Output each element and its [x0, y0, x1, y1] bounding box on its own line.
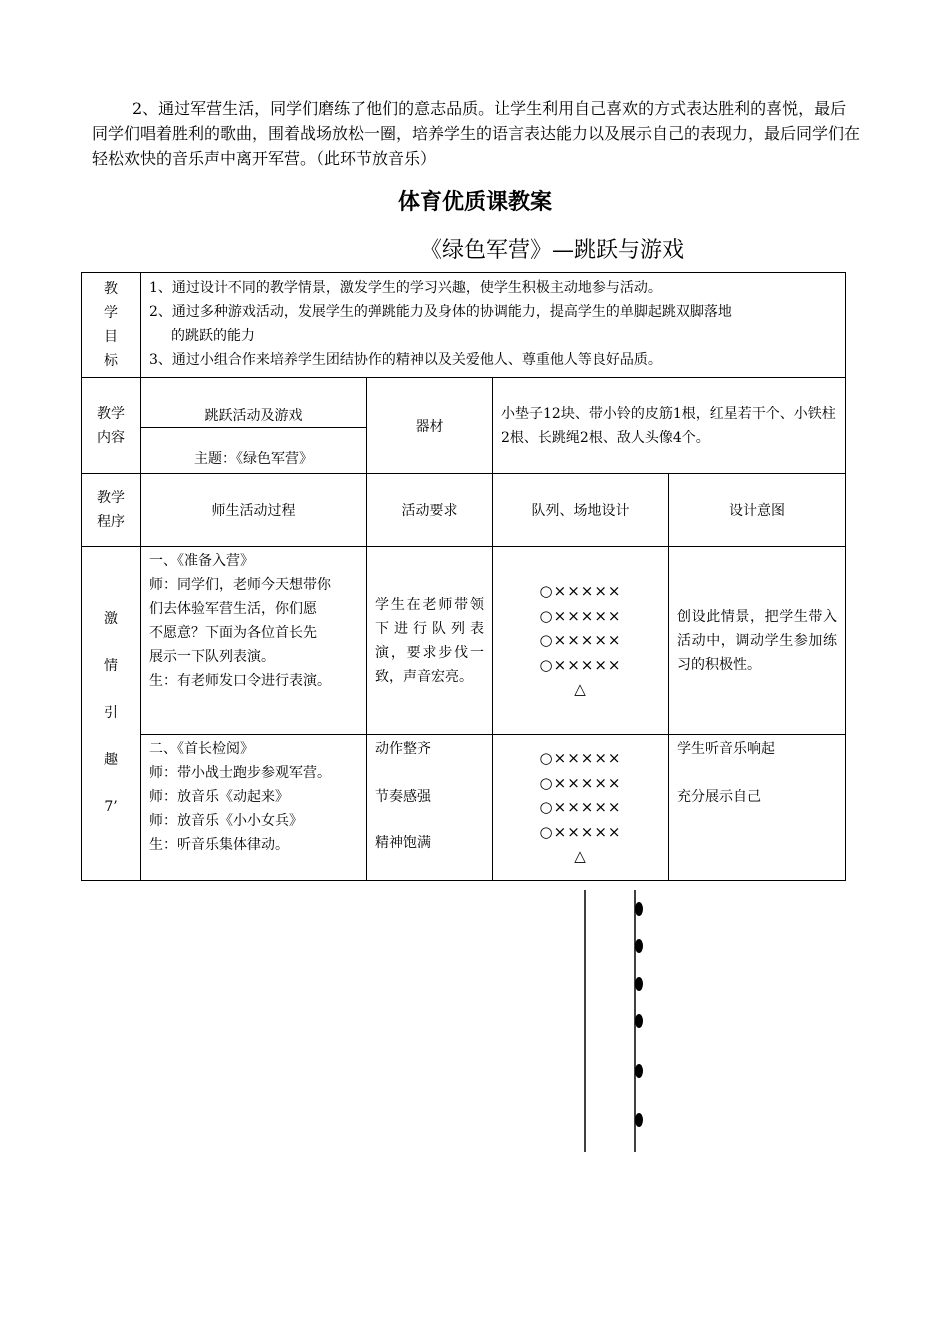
marker-dot — [635, 1014, 643, 1028]
process-header: 师生活动过程 — [141, 474, 367, 547]
document-title: 体育优质课教案 — [397, 190, 552, 215]
marker-dot — [635, 1113, 643, 1127]
marker-dot — [635, 939, 643, 953]
intent-cell: 创设此情景，把学生带入活动中，调动学生参加练习的积极性。 — [669, 547, 846, 735]
goal-item: 3、通过小组合作来培养学生团结协作的精神以及关爱他人、尊重他人等良好品质。 — [149, 352, 662, 368]
label-line: 内容 — [97, 429, 125, 446]
formation-line: ○××××× — [539, 822, 622, 841]
marker-dot — [635, 902, 643, 916]
label-char: 目 — [104, 329, 118, 345]
intent-line: 学生听音乐响起 — [677, 741, 775, 757]
label-line: 教学 — [97, 490, 125, 506]
process-line: 一、《准备入营》 — [149, 553, 254, 569]
formation-line: ○××××× — [539, 655, 622, 674]
process-line: 展示一下队列表演。 — [149, 649, 275, 665]
process-line: 二、《首长检阅》 — [149, 741, 254, 757]
teacher-marker: △ — [574, 680, 587, 699]
equipment-list: 小垫子12块、带小铃的皮筋1根，红星若干个、小铁柱2根、长跳绳2根、敌人头像4个。 — [493, 378, 846, 474]
formation-line: ○××××× — [539, 773, 622, 792]
marker-dot — [635, 977, 643, 991]
formation-line: ○××××× — [539, 606, 622, 625]
theme-name: 主题：《绿色军营》 — [194, 451, 313, 467]
requirement-line: 精神饱满 — [375, 835, 431, 851]
label-line: 程序 — [97, 514, 125, 530]
label-line: 教学 — [97, 405, 125, 422]
label-char: 情 — [104, 658, 118, 674]
intent-line: 充分展示自己 — [677, 789, 761, 805]
label-char: 标 — [104, 353, 118, 369]
formation-line: ○××××× — [539, 631, 622, 650]
process-line: 生：有老师发口令进行表演。 — [149, 673, 331, 689]
teacher-marker: △ — [574, 847, 587, 866]
marker-dot — [635, 1064, 643, 1078]
label-char: 学 — [104, 305, 118, 321]
label-char: 7’ — [104, 799, 118, 815]
label-char: 引 — [104, 705, 118, 721]
formation-line: ○××××× — [539, 749, 622, 768]
goal-item: 的跳跃的能力 — [171, 328, 255, 344]
intro-text: 2、通过军营生活，同学们磨练了他们的意志品质。让学生利用自己喜欢的方式表达胜利的喜悦，最后同学们唱着胜利的歌曲，围着战场放松一圈，培养学生的语言表达能力以及展示自己的表现力，最后同学们在轻松欢快的音乐声中离开军营。（此环节放音乐） — [92, 99, 861, 168]
label-char: 激 — [104, 611, 118, 627]
process-line: 师：放音乐《动起来》 — [149, 789, 289, 805]
process-line: 不愿意？下面为各位首长先 — [149, 625, 317, 641]
process-line: 生：听音乐集体律动。 — [149, 837, 289, 853]
equipment-label: 器材 — [367, 378, 493, 474]
requirements-header: 活动要求 — [367, 474, 493, 547]
requirement-line: 节奏感强 — [375, 789, 431, 805]
requirements-cell: 学生在老师带领下进行队列表演，要求步伐一致，声音宏亮。 — [367, 547, 493, 735]
process-line: 们去体验军营生活，你们愿 — [149, 601, 317, 617]
process-line: 师：放音乐《小小女兵》 — [149, 813, 303, 829]
label-char: 教 — [104, 281, 118, 297]
goal-item: 2、通过多种游戏活动，发展学生的弹跳能力及身体的协调能力，提高学生的单脚起跳双脚落地 — [149, 304, 732, 320]
activity-name: 跳跃活动及游戏 — [141, 378, 366, 428]
formation-header: 队列、场地设计 — [493, 474, 669, 547]
formation-line: ○××××× — [539, 798, 622, 817]
process-line: 师：同学们，老师今天想带你 — [149, 577, 331, 593]
goal-item: 1、通过设计不同的教学情景，激发学生的学习兴趣，使学生积极主动地参与活动。 — [149, 280, 662, 296]
requirement-line: 动作整齐 — [375, 741, 431, 757]
document-subtitle: 《绿色军营》—跳跃与游戏 — [420, 238, 685, 263]
intent-header: 设计意图 — [669, 474, 846, 547]
label-char: 趣 — [104, 752, 118, 768]
formation-line: ○××××× — [539, 582, 622, 601]
process-line: 师：带小战士跑步参观军营。 — [149, 765, 331, 781]
